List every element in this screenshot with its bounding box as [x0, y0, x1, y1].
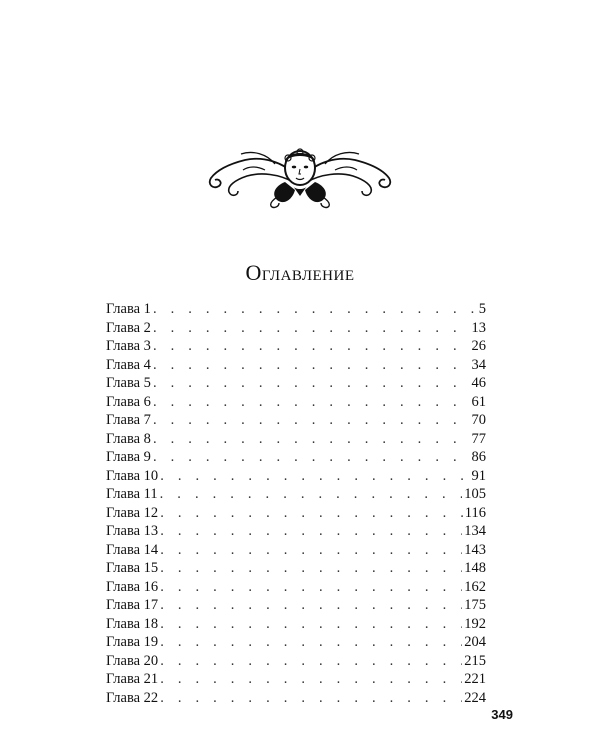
toc-entry-page: 162	[464, 578, 486, 595]
toc-entry-page: 224	[464, 689, 486, 706]
toc-entry	[106, 356, 486, 375]
toc-entry-label: Глава 15	[106, 560, 159, 576]
dot-leader	[153, 356, 470, 375]
dot-leader	[160, 467, 469, 486]
dot-leader	[153, 411, 470, 430]
toc-entry	[106, 411, 486, 430]
toc-list	[106, 300, 486, 707]
toc-entry	[106, 300, 486, 319]
toc-entry-label: Глава 21	[106, 671, 159, 687]
toc-entry	[106, 467, 486, 486]
toc-entry	[106, 615, 486, 634]
toc-entry-page: 5	[478, 301, 486, 317]
toc-entry-label: Глава 14	[106, 541, 159, 558]
toc-entry-label: Глава 8	[106, 430, 151, 447]
page-number: 349	[491, 707, 513, 722]
toc-entry-label: Глава 17	[106, 597, 159, 613]
toc-entry	[106, 485, 486, 504]
toc-entry	[106, 596, 486, 615]
toc-entry-page: 86	[471, 449, 486, 465]
dot-leader	[153, 337, 470, 356]
toc-entry	[106, 522, 486, 541]
toc-entry	[106, 504, 486, 523]
toc-entry-label: Глава 7	[106, 412, 151, 428]
cherub-scroll-ornament-icon	[205, 140, 395, 210]
toc-entry-label: Глава 22	[106, 689, 159, 706]
toc-entry	[106, 541, 486, 560]
dot-leader	[160, 596, 462, 615]
dot-leader	[160, 652, 462, 671]
toc-entry-label: Глава 10	[106, 467, 159, 484]
toc-entry	[106, 393, 486, 412]
toc-entry-label: Глава 12	[106, 504, 159, 521]
toc-entry-label: Глава 1	[106, 301, 151, 317]
dot-leader	[160, 615, 462, 634]
toc-entry-label: Глава 19	[106, 634, 159, 650]
toc-entry-page: 148	[464, 560, 486, 576]
toc-entry	[106, 578, 486, 597]
dot-leader	[160, 633, 462, 652]
toc-entry	[106, 319, 486, 338]
toc-entry	[106, 337, 486, 356]
toc-entry	[106, 652, 486, 671]
toc-entry-page: 143	[464, 541, 486, 558]
toc-entry	[106, 430, 486, 449]
toc-entry-page: 61	[471, 393, 486, 410]
dot-leader	[153, 300, 477, 319]
toc-entry	[106, 689, 486, 708]
dot-leader	[160, 485, 463, 504]
toc-entry-page: 70	[471, 412, 486, 428]
toc-title: Оглавление	[245, 260, 355, 285]
dot-leader	[160, 504, 463, 523]
dot-leader	[160, 559, 462, 578]
toc-entry-label: Глава 11	[106, 486, 158, 502]
toc-entry	[106, 448, 486, 467]
dot-leader	[160, 522, 462, 541]
toc-entry	[106, 559, 486, 578]
toc-entry-page: 46	[471, 375, 486, 391]
dot-leader	[160, 670, 462, 689]
toc-entry-page: 134	[464, 523, 486, 539]
toc-entry-label: Глава 3	[106, 338, 151, 354]
toc-entry-page: 26	[471, 338, 486, 354]
toc-entry-page: 91	[471, 467, 486, 484]
toc-entry	[106, 633, 486, 652]
toc-entry-page: 34	[471, 356, 486, 373]
toc-entry-label: Глава 5	[106, 375, 151, 391]
dot-leader	[153, 374, 470, 393]
toc-entry	[106, 374, 486, 393]
toc-entry-page: 105	[464, 486, 486, 502]
toc-entry-page: 13	[471, 319, 486, 336]
dot-leader	[160, 578, 462, 597]
dot-leader	[160, 541, 462, 560]
toc-entry-label: Глава 16	[106, 578, 159, 595]
toc-entry-page: 192	[464, 615, 486, 632]
toc-entry-page: 175	[464, 597, 486, 613]
toc-entry	[106, 670, 486, 689]
dot-leader	[153, 430, 470, 449]
toc-entry-page: 215	[464, 652, 486, 669]
toc-entry-label: Глава 4	[106, 356, 151, 373]
toc-entry-page: 221	[464, 671, 486, 687]
toc-entry-label: Глава 20	[106, 652, 159, 669]
toc-entry-page: 204	[464, 634, 486, 650]
toc-entry-page: 77	[471, 430, 486, 447]
toc-entry-label: Глава 2	[106, 319, 151, 336]
toc-entry-page: 116	[464, 504, 486, 521]
dot-leader	[160, 689, 462, 708]
toc-entry-label: Глава 6	[106, 393, 151, 410]
dot-leader	[153, 319, 470, 338]
dot-leader	[153, 393, 470, 412]
toc-entry-label: Глава 9	[106, 449, 151, 465]
toc-entry-label: Глава 18	[106, 615, 159, 632]
dot-leader	[153, 448, 470, 467]
toc-entry-label: Глава 13	[106, 523, 159, 539]
